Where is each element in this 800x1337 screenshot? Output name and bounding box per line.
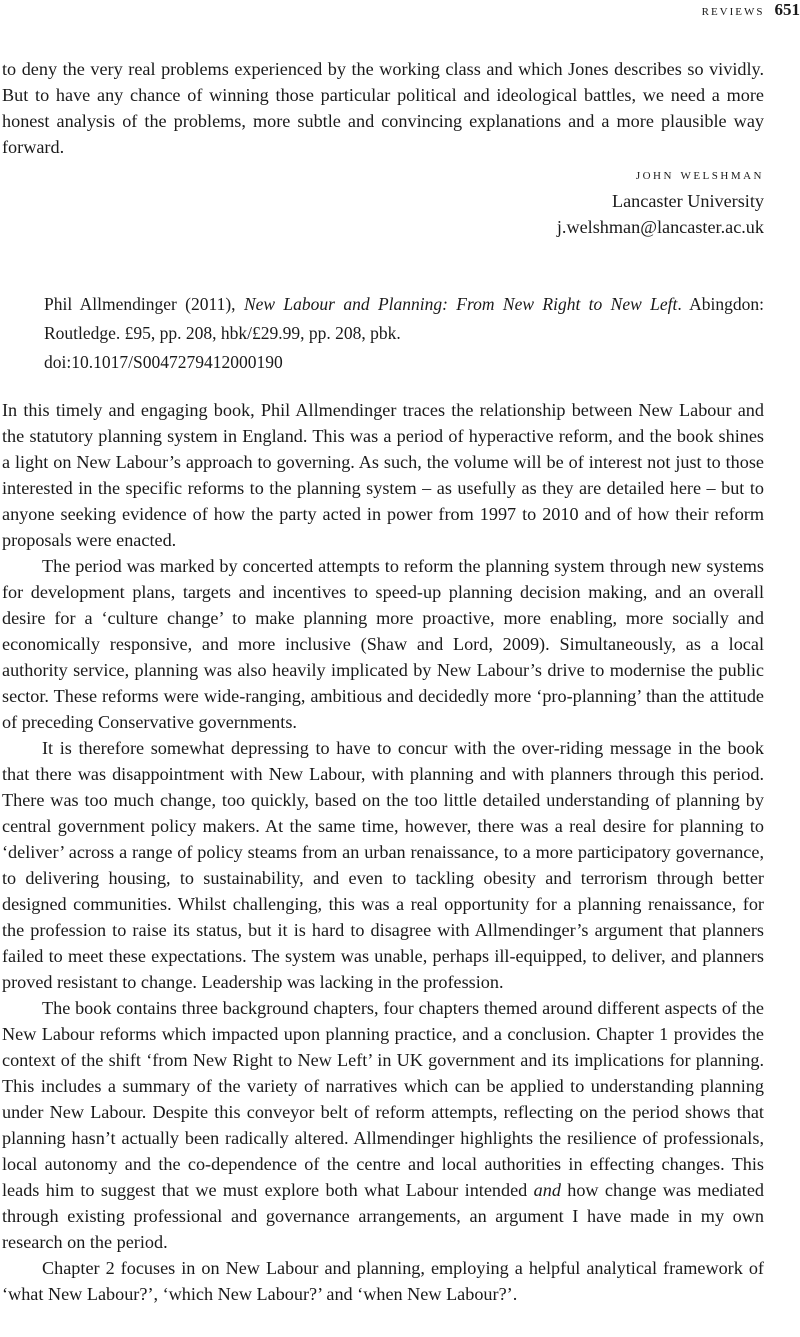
- review-body: [2, 397, 764, 1307]
- review-paragraph-2: The period was marked by concerted attempts to reform the planning system through new systems for development plans, targets and incentives to speed-up planning decision making, and an overall desire for a ‘culture change’ to make planning more proactive, more enabling, more socially and economically responsive, and more inclusive (Shaw and Lord, 2009). Simultaneously, as a local authority service, planning was also heavily implicated by New Labour’s drive to modernise the public sector. These reforms were wide-ranging, ambitious and decidedly more ‘pro-planning’ than the attitude of preceding Conservative governments.: [2, 556, 764, 732]
- citation-author: Phil Allmendinger (2011),: [44, 294, 244, 314]
- citation-publication-details: . Abingdon: Routledge. £95, pp. 208, hbk/£29.99, pp. 208, pbk.: [44, 294, 764, 343]
- previous-review-closing-paragraph: to deny the very real problems experienced by the working class and which Jones describes so vividly. But to have any chance of winning those particular political and ideological battles, we need a more honest analysis of the problems, more subtle and convincing explanations and a more plausible way forward.: [2, 59, 764, 157]
- running-head-section: reviews: [701, 3, 765, 19]
- running-head: [702, 0, 800, 22]
- review-paragraph-4: [2, 995, 764, 1255]
- review-paragraph-5: Chapter 2 focuses in on New Labour and planning, employing a helpful analytical framework of ‘what New Labour?’, ‘which New Labour?’ and ‘when New Labour?’.: [2, 1258, 764, 1304]
- review-paragraph-4-text-before: The book contains three background chapters, four chapters themed around different aspects of the New Labour reforms which impacted upon planning practice, and a conclusion. Chapter 1 provides the context of the shift ‘from New Right to New Left’ in UK government and its implications for planning. This includes a summary of the variety of narratives which can be applied to understanding planning under New Labour. Despite this conveyor belt of reform attempts, reflecting on the period shows that planning hasn’t actually been radically altered. Allmendinger highlights the resilience of professionals, local autonomy and the co-dependence of the centre and local authorities in effecting changes. This leads him to suggest that we must explore both what Labour intended: [2, 998, 764, 1200]
- citation-book-title: New Labour and Planning: From New Right to New Left: [243, 294, 678, 314]
- body-text: [2, 56, 764, 1307]
- review-citation: [2, 290, 764, 377]
- reviewer-signoff: [2, 162, 764, 240]
- review-paragraph-3: It is therefore somewhat depressing to have to concur with the over-riding message in the book that there was disappointment with New Labour, with planning and with planners through this period. There was too much change, too quickly, based on the too little detailed understanding of planning by central government policy makers. At the same time, however, there was a real desire for planning to ‘deliver’ across a range of policy steams from an urban renaissance, to a more participatory governance, to delivering housing, to sustainability, and even to tackling obesity and terrorism through better designed communities. Whilst challenging, this was a real opportunity for a planning renaissance, for the profession to raise its status, but it is hard to disagree with Allmendinger’s argument that planners failed to meet these expectations. The system was unable, perhaps ill-equipped, to deliver, and planners proved resistant to change. Leadership was lacking in the profession.: [2, 738, 764, 992]
- review-paragraph-4-emphasis: and: [533, 1180, 561, 1200]
- reviewer-name: john welshman: [635, 166, 764, 183]
- reviewer-email: j.welshman@lancaster.ac.uk: [556, 217, 764, 237]
- reviewer-affiliation: Lancaster University: [611, 191, 764, 211]
- review-paragraph-4-text-after: how change was mediated through existing professional and governance arrangements, an argument I have made in my own research on the period.: [2, 1180, 765, 1252]
- page-number: 651: [774, 0, 800, 19]
- citation-doi: doi:10.1017/S0047279412000190: [44, 352, 283, 372]
- review-paragraph-1: In this timely and engaging book, Phil Allmendinger traces the relationship between New Labour and the statutory planning system in England. This was a period of hyperactive reform, and the book shines a light on New Labour’s approach to governing. As such, the volume will be of interest not just to those interested in the specific reforms to the planning system – as usefully as they are detailed here – but to anyone seeking evidence of how the party acted in power from 1997 to 2010 and of how their reform proposals were enacted.: [2, 400, 764, 550]
